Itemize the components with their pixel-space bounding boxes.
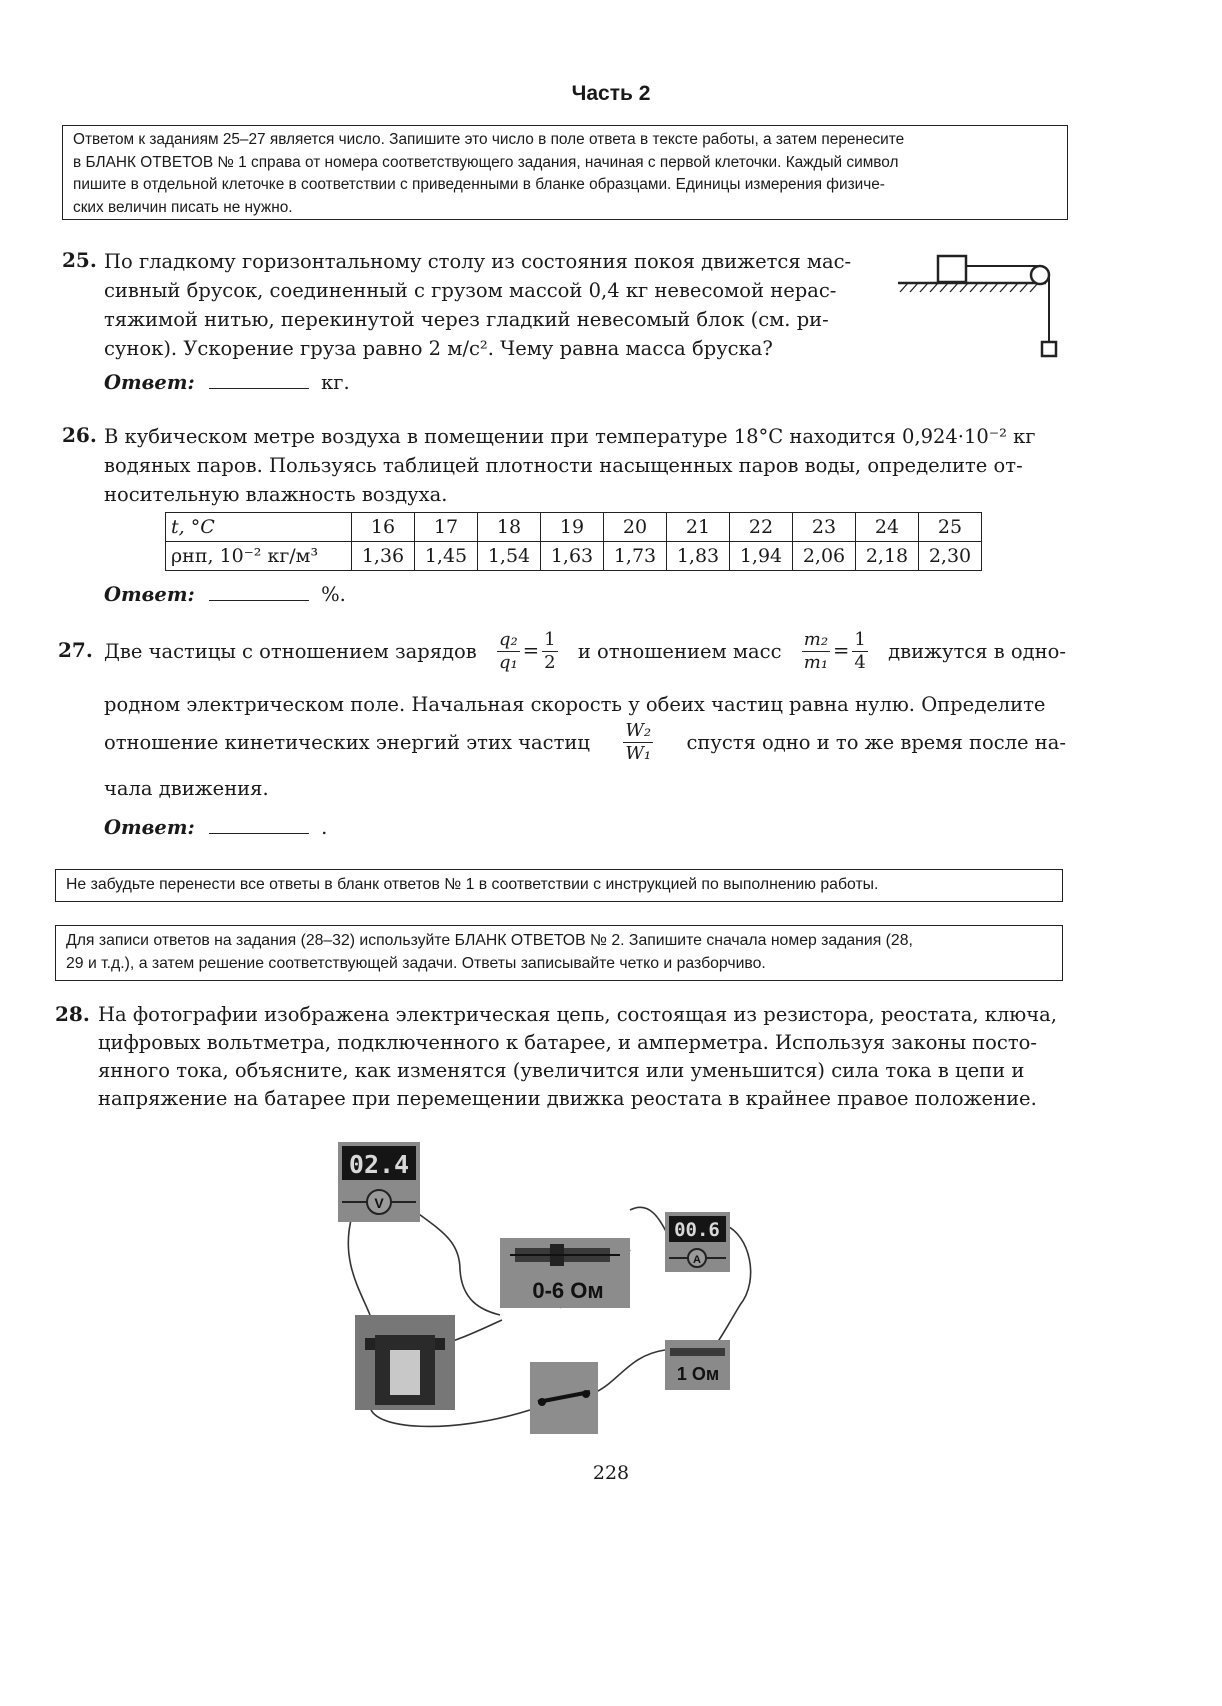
frac-den: m₁ [803, 651, 829, 673]
q28-line: янного тока, объясните, как изменятся (увеличится или уменьшится) сила тока в цепи и [98, 1059, 1025, 1082]
table-cell: 1,36 [352, 542, 415, 571]
hanging-weight [1042, 342, 1056, 356]
table-cell: 23 [793, 513, 856, 542]
frac-num: W₂ [625, 719, 652, 741]
question-27-line-2: родном электрическом поле. Начальная скорость у обеих частиц равна нулю. Определите [104, 693, 1046, 716]
question-27-number: 27. [58, 638, 93, 662]
energy-ratio [623, 720, 653, 765]
charge-ratio [494, 629, 561, 674]
fraction [852, 629, 867, 674]
table-header-density: ρнп, 10⁻² кг/м³ [166, 542, 352, 571]
table-row [166, 542, 982, 571]
answer-field[interactable] [209, 370, 309, 389]
frac-num: q₂ [499, 628, 518, 650]
answer-label: Ответ: [104, 371, 195, 394]
mass-ratio [799, 629, 871, 674]
question-27-answer [104, 815, 327, 839]
question-27-line-4: чала движения. [104, 777, 269, 800]
sliding-block [938, 256, 966, 282]
table-cell: 2,06 [793, 542, 856, 571]
voltmeter [338, 1142, 420, 1222]
table-cell: 1,63 [541, 542, 604, 571]
resistor-label: 1 Ом [676, 1364, 720, 1384]
equals: = [833, 638, 850, 662]
q25-line: сунок). Ускорение груза равно 2 м/с². Чему равна масса бруска? [104, 337, 773, 360]
table-cell: 1,83 [667, 542, 730, 571]
question-28-text [98, 1001, 1060, 1113]
question-25-text [104, 247, 874, 363]
frac-num: 1 [854, 628, 866, 650]
ammeter-display: 00.6 [674, 1219, 720, 1241]
block-pulley-figure [890, 250, 1070, 365]
table-cell: 20 [604, 513, 667, 542]
page-number: 228 [592, 1462, 630, 1484]
frac-den: q₁ [499, 651, 518, 673]
table-cell: 18 [478, 513, 541, 542]
table-cell: 16 [352, 513, 415, 542]
voltmeter-display: 02.4 [348, 1150, 410, 1179]
frac-den: 4 [854, 651, 866, 673]
answer-unit: %. [321, 583, 346, 606]
q28-line: напряжение на батарее при перемещении движка реостата в крайнее правое положение. [98, 1087, 1037, 1110]
pulley [1031, 266, 1049, 284]
table-cell: 17 [415, 513, 478, 542]
table-cell: 24 [856, 513, 919, 542]
fraction [802, 629, 830, 674]
frac-den: 2 [544, 651, 556, 673]
instruction-line: пишите в отдельной клеточке в соответствии с приведенными в бланке образцами. Единицы измерения физиче- [73, 176, 885, 193]
answer-unit: . [321, 816, 328, 839]
q27-text: отношение кинетических энергий этих частиц [104, 730, 590, 754]
question-28-number: 28. [55, 1002, 90, 1026]
answer-label: Ответ: [104, 816, 195, 839]
frac-num: 1 [544, 628, 556, 650]
table-cell: 21 [667, 513, 730, 542]
resistor [665, 1340, 730, 1390]
q26-line: водяных паров. Пользуясь таблицей плотности насыщенных паров воды, определите от- [104, 454, 1023, 477]
ammeter-symbol: A [693, 1254, 701, 1266]
table-cell: 2,30 [919, 542, 982, 571]
answer-field[interactable] [209, 582, 309, 601]
table-cell: 1,73 [604, 542, 667, 571]
q27-text: движутся в одно- [888, 639, 1066, 663]
circuit-photo [330, 1140, 790, 1440]
q28-line: На фотографии изображена электрическая цепь, состоящая из резистора, реостата, ключа, [98, 1003, 1058, 1026]
table-cell: 25 [919, 513, 982, 542]
voltmeter-symbol: V [374, 1195, 384, 1211]
vapor-density-table [165, 512, 982, 571]
fraction [542, 629, 557, 674]
answer-sheet-2-box [55, 925, 1063, 981]
q26-line: носительную влажность воздуха. [104, 483, 448, 506]
frac-num: m₂ [803, 628, 829, 650]
instruction-line: Ответом к заданиям 25–27 является число. Запишите это число в поле ответа в тексте работы, а затем перенесите [73, 131, 905, 148]
reminder-box [55, 869, 1063, 902]
table-cell: 2,18 [856, 542, 919, 571]
instruction-box [62, 125, 1068, 220]
question-26-text [104, 422, 1066, 509]
question-25-number: 25. [62, 248, 97, 272]
switch [530, 1362, 598, 1434]
equals: = [522, 638, 540, 662]
table-cell: 22 [730, 513, 793, 542]
question-27-line-1 [104, 625, 1066, 677]
blank2-line: 29 и т.д.), а затем решение соответствующей задачи. Ответы записывайте четко и разборчиво. [66, 955, 766, 972]
answer-label: Ответ: [104, 583, 195, 606]
table-cell: 1,54 [478, 542, 541, 571]
fraction [497, 629, 520, 674]
instruction-line: в БЛАНК ОТВЕТОВ № 1 справа от номера соответствующего задания, начиная с первой клеточки. Каждый символ [73, 153, 899, 171]
answer-field[interactable] [209, 815, 309, 834]
q26-line: В кубическом метре воздуха в помещении при температуре 18°С находится 0,924·10⁻² кг [104, 425, 1036, 448]
table-cell: 1,94 [730, 542, 793, 571]
rheostat [500, 1238, 630, 1308]
question-27-line-3 [104, 714, 1066, 770]
table-cell: 19 [541, 513, 604, 542]
table-row [166, 513, 982, 542]
answer-unit: кг. [321, 371, 350, 394]
q27-text: и отношением масс [577, 639, 782, 663]
battery [355, 1315, 455, 1410]
frac-den: W₁ [625, 742, 652, 764]
table-header-temperature: t, °C [166, 513, 352, 542]
page-title: Часть 2 [571, 82, 651, 105]
table-cell: 1,45 [415, 542, 478, 571]
q28-line: цифровых вольтметра, подключенного к батарее, и амперметра. Используя законы посто- [98, 1031, 1037, 1054]
q27-text: Две частицы с отношением зарядов [104, 639, 477, 663]
question-26-number: 26. [62, 423, 97, 447]
q25-line: По гладкому горизонтальному столу из состояния покоя движется мас- [104, 250, 852, 273]
q25-line: сивный брусок, соединенный с грузом массой 0,4 кг невесомой нерас- [104, 279, 837, 302]
blank2-line: Для записи ответов на задания (28–32) используйте БЛАНК ОТВЕТОВ № 2. Запишите сначала номер задания (28, [66, 932, 913, 949]
table-hatching [900, 283, 1038, 292]
instruction-line: ских величин писать не нужно. [73, 198, 293, 216]
q25-line: тяжимой нитью, перекинутой через гладкий невесомый блок (см. ри- [104, 308, 829, 331]
rheostat-label: 0-6 Ом [532, 1278, 604, 1303]
question-26-answer [104, 582, 346, 606]
q27-text: спустя одно и то же время после на- [686, 730, 1066, 754]
reminder-text: Не забудьте перенести все ответы в бланк ответов № 1 в соответствии с инструкцией по выполнению работы. [66, 876, 879, 893]
ammeter [665, 1212, 730, 1272]
question-25-answer [104, 370, 350, 394]
